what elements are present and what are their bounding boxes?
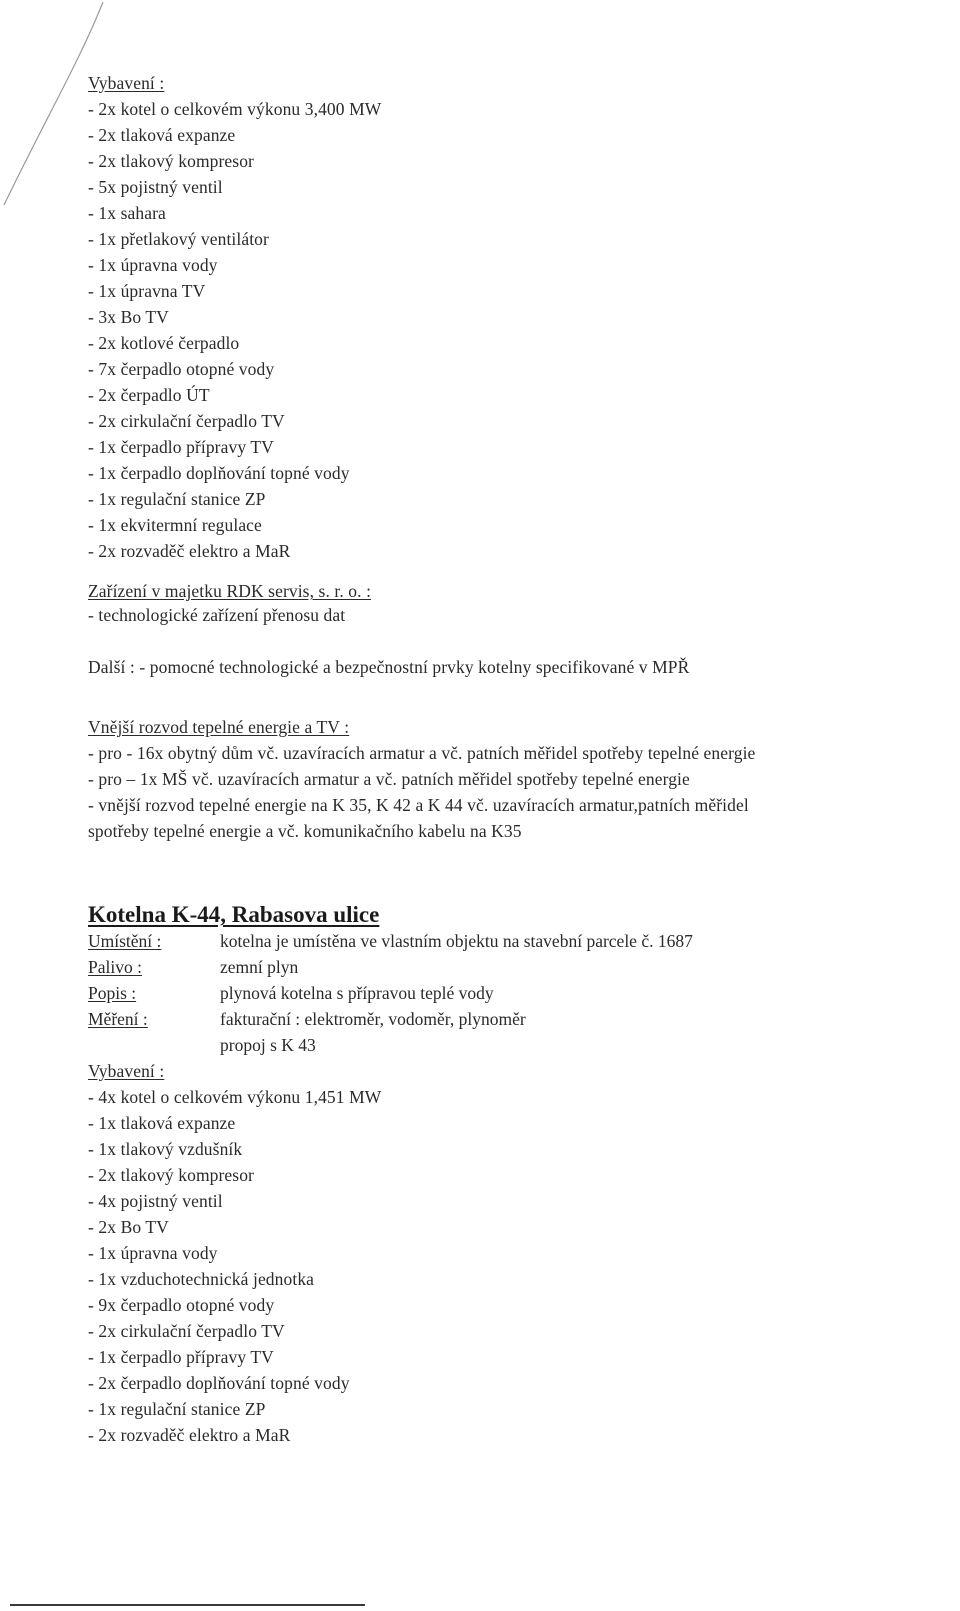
mereni-value: fakturační : elektroměr, vodoměr, plynoměr (220, 1009, 526, 1029)
list-item: - 4x kotel o celkovém výkonu 1,451 MW (88, 1087, 382, 1107)
list-item: - 2x cirkulační čerpadlo TV (88, 1321, 285, 1341)
list-item: - 1x úpravna vody (88, 1243, 218, 1263)
list-item: - 9x čerpadlo otopné vody (88, 1295, 275, 1315)
list-item: - pro - 16x obytný dům vč. uzavíracích armatur a vč. patních měřidel spotřeby tepelné energie (88, 743, 756, 763)
list-item: - 1x úpravna TV (88, 281, 206, 301)
list-item: - 2x čerpadlo ÚT (88, 385, 210, 405)
list-item: - 2x cirkulační čerpadlo TV (88, 411, 285, 431)
umisteni-value: kotelna je umístěna ve vlastním objektu na stavební parcele č. 1687 (220, 931, 693, 951)
rdk-item: - technologické zařízení přenosu dat (88, 605, 346, 625)
list-item: - 4x pojistný ventil (88, 1191, 223, 1211)
list-item: - 2x čerpadlo doplňování topné vody (88, 1373, 350, 1393)
list-item: - 1x sahara (88, 203, 166, 223)
list-item: - 2x rozvaděč elektro a MaR (88, 541, 291, 561)
list-item: - 2x rozvaděč elektro a MaR (88, 1425, 291, 1445)
list-item: - 2x tlakový kompresor (88, 1165, 254, 1185)
rdk-heading: Zařízení v majetku RDK servis, s. r. o. : (88, 581, 372, 601)
k44-vybaveni-heading: Vybavení : (88, 1061, 165, 1081)
list-item: - 1x čerpadlo přípravy TV (88, 1347, 274, 1367)
list-item: - 2x Bo TV (88, 1217, 169, 1237)
vybaveni-heading: Vybavení : (88, 73, 165, 93)
list-item: - 2x kotel o celkovém výkonu 3,400 MW (88, 99, 382, 119)
list-item: - 3x Bo TV (88, 307, 169, 327)
mereni-value-2: propoj s K 43 (220, 1035, 316, 1055)
list-item: - 1x čerpadlo přípravy TV (88, 437, 274, 457)
list-item: - 2x tlaková expanze (88, 125, 236, 145)
popis-value: plynová kotelna s přípravou teplé vody (220, 983, 494, 1003)
list-item: - 1x regulační stanice ZP (88, 489, 266, 509)
list-item: - 1x přetlakový ventilátor (88, 229, 269, 249)
list-item: - 7x čerpadlo otopné vody (88, 359, 275, 379)
list-item: spotřeby tepelné energie a vč. komunikačního kabelu na K35 (88, 821, 522, 841)
vnejsi-heading: Vnější rozvod tepelné energie a TV : (88, 717, 350, 737)
mereni-label: Měření : (88, 1009, 148, 1029)
list-item: - 1x ekvitermní regulace (88, 515, 262, 535)
dalsi-text: Další : - pomocné technologické a bezpečnostní prvky kotelny specifikované v MPŘ (88, 657, 690, 677)
list-item: - 1x regulační stanice ZP (88, 1399, 266, 1419)
palivo-label: Palivo : (88, 957, 142, 977)
list-item: - 2x tlakový kompresor (88, 151, 254, 171)
section-title: Kotelna K-44, Rabasova ulice (88, 902, 380, 927)
umisteni-label: Umístění : (88, 931, 162, 951)
footer-rule (10, 1604, 365, 1606)
list-item: - 2x kotlové čerpadlo (88, 333, 240, 353)
palivo-value: zemní plyn (220, 957, 299, 977)
list-item: - 1x čerpadlo doplňování topné vody (88, 463, 350, 483)
list-item: - 1x tlaková expanze (88, 1113, 236, 1133)
popis-label: Popis : (88, 983, 137, 1003)
list-item: - 1x tlakový vzdušník (88, 1139, 243, 1159)
list-item: - vnější rozvod tepelné energie na K 35, K 42 a K 44 vč. uzavíracích armatur,patních měřidel (88, 795, 749, 815)
list-item: - 1x úpravna vody (88, 255, 218, 275)
list-item: - pro – 1x MŠ vč. uzavíracích armatur a vč. patních měřidel spotřeby tepelné energie (88, 769, 690, 789)
list-item: - 5x pojistný ventil (88, 177, 223, 197)
list-item: - 1x vzduchotechnická jednotka (88, 1269, 315, 1289)
